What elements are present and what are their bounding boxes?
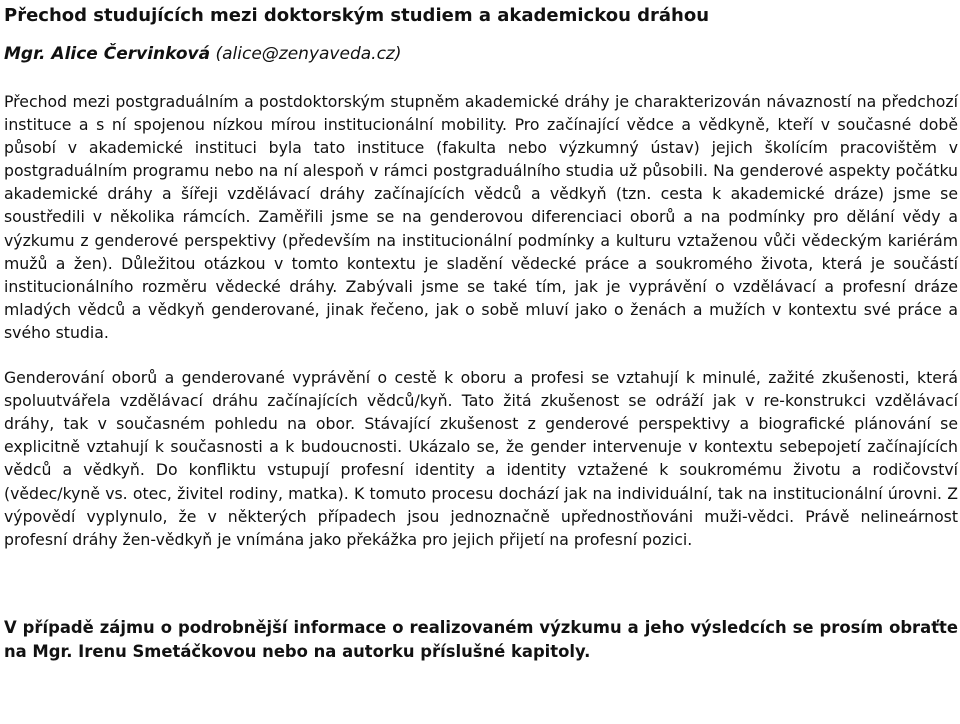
document-title: Přechod studujících mezi doktorským studiem a akademickou dráhou bbox=[4, 5, 710, 26]
contact-note: V případě zájmu o podrobnější informace o realizovaném výzkumu a jeho výsledcích se prosím obraťte na Mgr. Irenu Smetáčkovou nebo na autorku příslušné kapitoly. bbox=[4, 617, 958, 661]
body-paragraph-1: Přechod mezi postgraduálním a postdoktorským stupněm akademické dráhy je charakterizován návazností na předchozí instituce a s ní spojenou nízkou mírou institucionální mobility. Pro začínající vědce a vědkyně, kteří v současné době působí v akademické instituci byla tato instituce (fakulta nebo výzkumný ústav) jejich školícím pracovištěm v postgraduálním programu nebo na ní alespoň v rámci postgraduálního studia už působili. Na genderové aspekty počátku akademické dráhy a šířeji vzdělávací dráhy začínajících vědců a vědkyň (tzn. cesta k akademické dráze) jsme se soustředili v několika rámcích. Zaměřili jsme se na genderovou diferenciaci oborů a na podmínky pro dělání vědy a výzkumu z genderové perspektivy (především na institucionální podmínky a kulturu vztaženou vůči vědeckým kariérám mužů a žen). Důležitou otázkou v tomto kontextu je sladění vědecké práce a soukromého života, která je součástí institucionálního rozměru vědecké dráhy. Zabývali jsme se také tím, jak je vyprávění o vzdělávací a profesní dráze mladých vědců a vědkyň genderované, jinak řečeno, jak o sobě mluví jako o ženách a mužích v kontextu své práce a svého studia. bbox=[4, 92, 958, 342]
document-page bbox=[4, 0, 958, 680]
author-line bbox=[4, 42, 958, 66]
author-email: (alice@zenyaveda.cz) bbox=[215, 44, 402, 64]
body-paragraph-2: Genderování oborů a genderované vyprávění o cestě k oboru a profesi se vztahují k minulé, zažité zkušenosti, která spoluutvářela vzdělávací dráhu začínajících vědců/kyň. Tato žitá zkušenost se odráží jak v re-konstrukci vzdělávací dráhy, tak v současném pohledu na obor. Stávající zkušenost z genderové perspektivy a biografické plánování se explicitně vztahují k současnosti a k budoucnosti. Ukázalo se, že gender intervenuje v kontextu sebepojetí začínajících vědců a vědkyň. Do konfliktu vstupují profesní identity a identity vztažené k soukromému životu a rodičovství (vědec/kyně vs. otec, živitel rodiny, matka). K tomuto procesu dochází jak na individuální, tak na institucionální úrovni. Z výpovědí vyplynulo, že v některých případech jsou jednoznačně upřednostňováni muži-vědci. Právě nelineárnost profesní dráhy žen-vědkyň je vnímána jako překážka pro jejich přijetí na profesní pozici. bbox=[4, 368, 958, 549]
author-name: Mgr. Alice Červinková bbox=[4, 44, 211, 64]
